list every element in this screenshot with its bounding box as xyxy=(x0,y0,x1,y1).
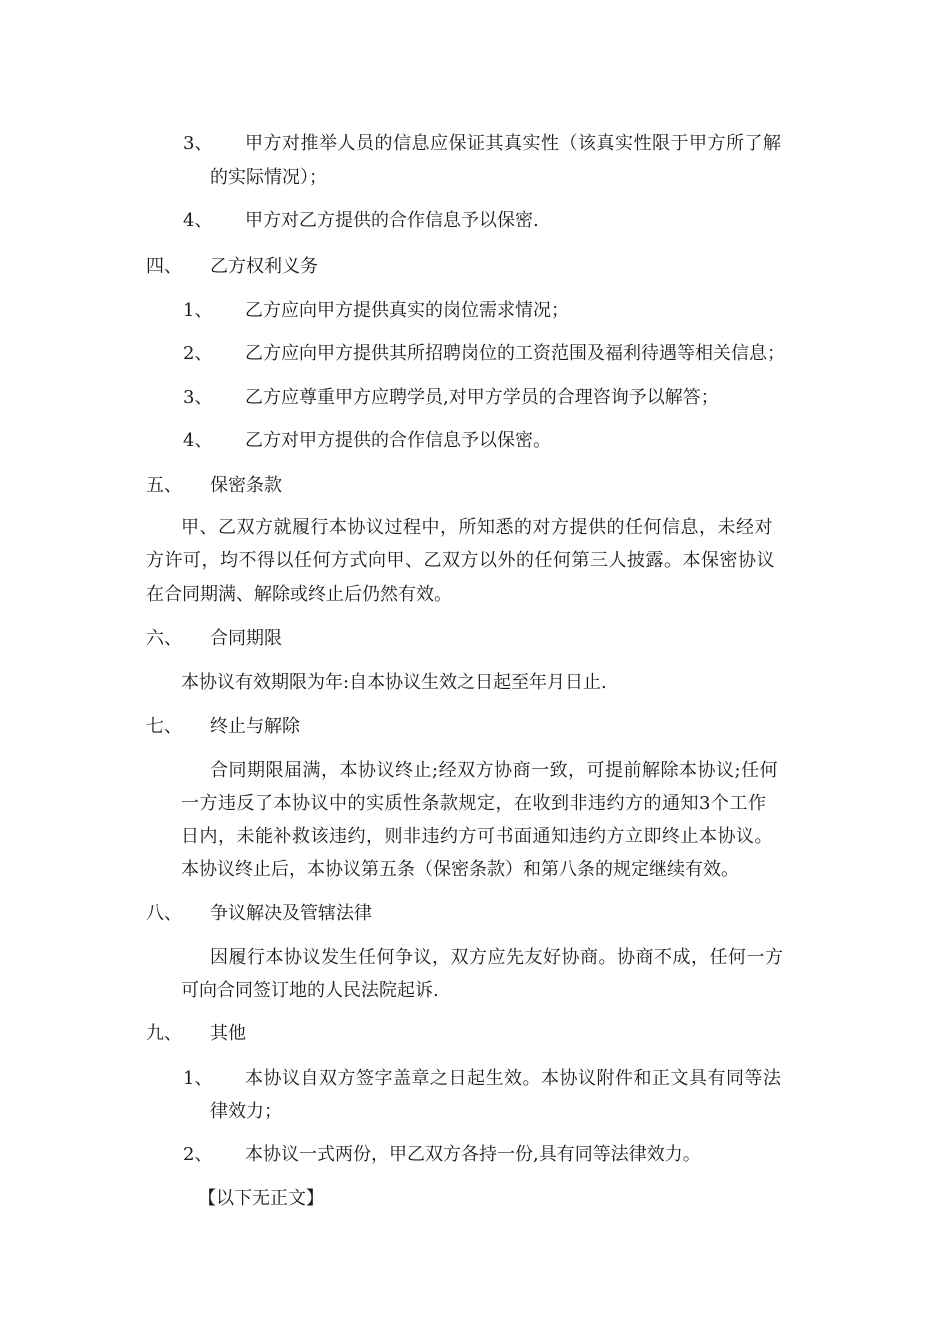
item-number: 3、 xyxy=(183,387,213,408)
clause-text: 甲方对乙方提供的合作信息予以保密. xyxy=(245,210,539,231)
section-title: 合同期限 xyxy=(210,628,282,649)
section-number: 六、 xyxy=(146,628,182,649)
paragraph-line: 日内，未能补救该违约，则非违约方可书面通知违约方立即终止本协议。 xyxy=(181,826,773,847)
clause-text: 乙方应尊重甲方应聘学员,对甲方学员的合理咨询予以解答； xyxy=(245,387,719,408)
clause-text: 乙方应向甲方提供真实的岗位需求情况； xyxy=(245,300,569,321)
paragraph-line: 在合同期满、解除或终止后仍然有效。 xyxy=(146,584,452,605)
item-number: 3、 xyxy=(183,133,213,154)
paragraph-line: 可向合同签订地的人民法院起诉. xyxy=(181,980,439,1001)
section-title: 保密条款 xyxy=(210,475,282,496)
section-number: 五、 xyxy=(146,475,182,496)
section-title: 终止与解除 xyxy=(210,716,300,737)
paragraph-line: 因履行本协议发生任何争议，双方应先友好协商。协商不成，任何一方 xyxy=(210,947,784,968)
paragraph-line: 甲、乙双方就履行本协议过程中，所知悉的对方提供的任何信息，未经对 xyxy=(181,517,773,538)
section-number: 八、 xyxy=(146,903,182,924)
section-title: 其他 xyxy=(210,1023,246,1044)
clause-text: 律效力； xyxy=(210,1101,282,1122)
item-number: 1、 xyxy=(183,1068,213,1089)
paragraph-line: 一方违反了本协议中的实质性条款规定，在收到非违约方的通知3个工作 xyxy=(181,793,767,814)
section-title: 争议解决及管辖法律 xyxy=(210,903,372,924)
clause-text: 本协议一式两份，甲乙双方各持一份,具有同等法律效力。 xyxy=(245,1144,701,1165)
paragraph-line: 本协议终止后，本协议第五条（保密条款）和第八条的规定继续有效。 xyxy=(181,859,739,880)
section-number: 四、 xyxy=(146,256,182,277)
paragraph-line: 方许可，均不得以任何方式向甲、乙双方以外的任何第三人披露。本保密协议 xyxy=(146,550,775,571)
clause-text: 的实际情况）； xyxy=(210,167,327,188)
item-number: 2、 xyxy=(183,343,213,364)
item-number: 4、 xyxy=(183,210,213,231)
paragraph-line: 本协议有效期限为年:自本协议生效之日起至年月日止. xyxy=(181,672,607,693)
clause-text: 乙方应向甲方提供其所招聘岗位的工资范围及福利待遇等相关信息； xyxy=(245,343,785,364)
end-note: 【以下无正文】 xyxy=(198,1188,324,1209)
item-number: 1、 xyxy=(183,300,213,321)
paragraph-line: 合同期限届满，本协议终止;经双方协商一致，可提前解除本协议;任何 xyxy=(210,760,779,781)
item-number: 4、 xyxy=(183,430,213,451)
clause-text: 甲方对推举人员的信息应保证其真实性（该真实性限于甲方所了解 xyxy=(245,133,782,154)
clause-text: 本协议自双方签字盖章之日起生效。本协议附件和正文具有同等法 xyxy=(245,1068,782,1089)
section-number: 九、 xyxy=(146,1023,182,1044)
item-number: 2、 xyxy=(183,1144,213,1165)
section-number: 七、 xyxy=(146,716,182,737)
section-title: 乙方权利义务 xyxy=(210,256,318,277)
clause-text: 乙方对甲方提供的合作信息予以保密。 xyxy=(245,430,551,451)
